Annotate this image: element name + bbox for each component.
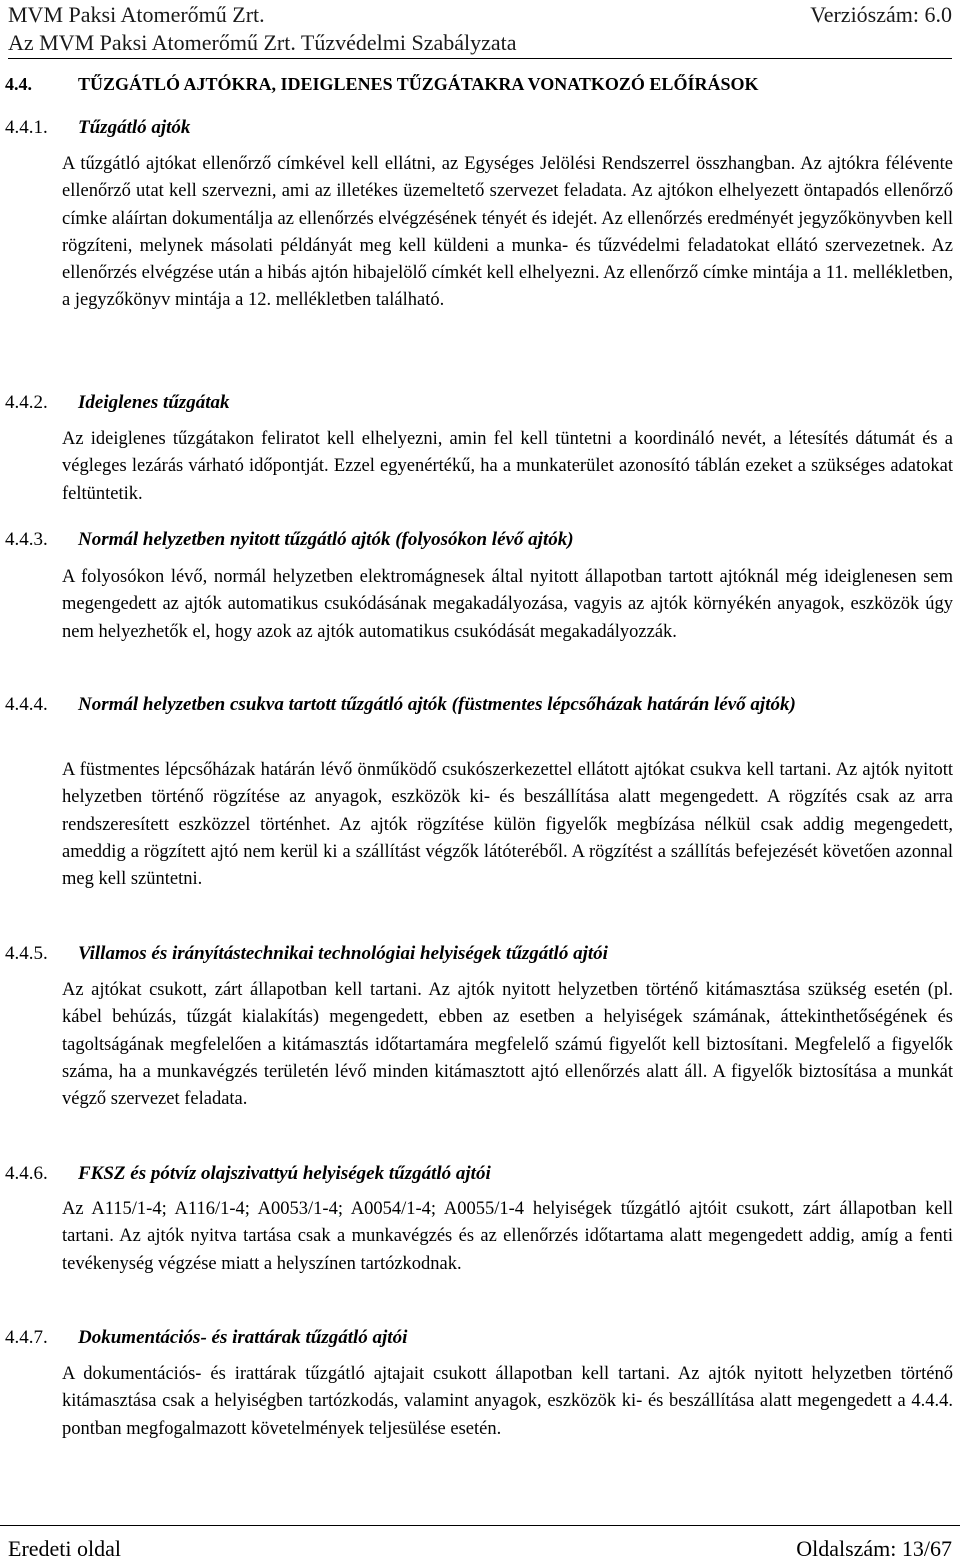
section-number: 4.4.4. — [5, 694, 48, 715]
footer-label: Eredeti oldal — [8, 1536, 122, 1561]
section-body: A füstmentes lépcsőházak határán lévő önműködő csukószerkezettel ellátott ajtókat csukva kell tartani. Az ajtók nyitott helyzetben történő rögzítése az anyagok, eszközök ki- és beszállítása alatt megengedett. A rögzítés csak az arra rendszeresített eszközzel történhet. Az ajtók rögzítése külön figyelők megbízása nélkül csak addig megengedett, ameddig a rögzített ajtó nem kerül ki a szállítást végzők látóteréből. A rögzítést a szállítás befejezését követően azonnal meg kell szüntetni. — [62, 760, 953, 890]
section-number: 4.4.5. — [5, 943, 48, 964]
section-title: Dokumentációs- és irattárak tűzgátló ajtói — [78, 1327, 408, 1348]
section-body: A tűzgátló ajtókat ellenőrző címkével kell ellátni, az Egységes Jelölési Rendszerrel összhangban. Az ajtókra félévente ellenőrző utat kell szervezni, ami az illetékes üzemeltető szervezet feladata. Az ajtókon elhelyezett öntapadós ellenőrző címke aláírtan dokumentálja az ellenőrzés elvégzésének tényét és idejét. Az ellenőrzés eredményét jegyzőkönyvben kell rögzíteni, melynek másolati példányát meg kell küldeni a munka- és tűzvédelmi feladatokat ellátó szervezetnek. Az ellenőrzés elvégzése után a hibás ajtón hibajelölő címkét kell elhelyezni. Az ellenőrző címke mintája a 11. mellékletben, a jegyzőkönyv mintája a 12. mellékletben található. — [62, 154, 953, 311]
chapter-title: TŰZGÁTLÓ AJTÓKRA, IDEIGLENES TŰZGÁTAKRA VONATKOZÓ ELŐÍRÁSOK — [78, 74, 759, 94]
section-title: Ideiglenes tűzgátak — [78, 392, 230, 413]
version-label: Verziószám: 6.0 — [810, 2, 952, 27]
footer-divider — [0, 1525, 960, 1526]
footer-row — [0, 1535, 952, 1563]
section-title: Tűzgátló ajtók — [78, 117, 191, 138]
section-number: 4.4.1. — [5, 117, 48, 138]
section-body: Az ideiglenes tűzgátakon feliratot kell elhelyezni, amin fel kell tüntetni a koordináló nevét, a létesítés dátumát és a végleges lezárás várható időpontját. Ezzel egyenértékű, ha a munkaterület azonosító táblán ezeket a szükséges adatokat feltüntetik. — [62, 429, 953, 504]
company-name: MVM Paksi Atomerőmű Zrt. — [8, 2, 265, 27]
section-title: Normál helyzetben csukva tartott tűzgátló ajtók (füstmentes lépcsőházak határán lévő ajtók) — [78, 694, 796, 715]
section-body: A dokumentációs- és irattárak tűzgátló ajtajait csukott állapotban kell tartani. Az ajtók nyitott helyzetben történő kitámasztása csak a helyiségben tartózkodás, valamint anyagok, eszközök ki- és beszállítása alatt megengedett a 4.4.4. pontban megfogalmazott követelmények teljesülése esetén. — [62, 1364, 953, 1439]
section-body: Az ajtókat csukott, zárt állapotban kell tartani. Az ajtók nyitott helyzetben történő kitámasztása szükség esetén (pl. kábel behúzás, tűzgát kialakítás) megengedett, ebben az esetben a helyiségek számának, áttekinthetőségének és tagoltságának megfelelően a kitámasztás időtartamára megfelelő számú figyelőt kell biztosítani. Megfelelő a figyelők száma, ha a munkavégzés területén lévő minden kitámasztott ajtó ellenőrzés alatt áll. A figyelők biztosítása a munkát végző szervezet feladata. — [62, 980, 953, 1110]
section-number: 4.4.7. — [5, 1327, 48, 1348]
page-number: Oldalszám: 13/67 — [796, 1536, 952, 1561]
section-number: 4.4.3. — [5, 529, 48, 550]
chapter-number: 4.4. — [5, 74, 32, 94]
header-top-row — [8, 0, 952, 30]
section-body: Az A115/1-4; A116/1-4; A0053/1-4; A0054/1-4; A0055/1-4 helyiségek tűzgátló ajtóit csukott, zárt állapotban kell tartani. Az ajtók nyitva tartása csak a munkavégzés és az ellenőrzés időtartama alatt megengedett addig, amíg a fenti tevékenység végzése miatt a helyszínen tartózkodnak. — [62, 1199, 953, 1274]
section-title: Normál helyzetben nyitott tűzgátló ajtók (folyosókon lévő ajtók) — [78, 529, 574, 550]
section-number: 4.4.2. — [5, 392, 48, 413]
chapter-heading — [5, 74, 758, 95]
section-number: 4.4.6. — [5, 1163, 48, 1184]
page-header — [8, 0, 952, 56]
document-title: Az MVM Paksi Atomerőmű Zrt. Tűzvédelmi Szabályzata — [8, 30, 517, 55]
header-divider — [8, 58, 952, 59]
section-title: Villamos és irányítástechnikai technológiai helyiségek tűzgátló ajtói — [78, 943, 608, 964]
section-title: FKSZ és pótvíz olajszivattyú helyiségek tűzgátló ajtói — [78, 1163, 491, 1184]
section-body: A folyosókon lévő, normál helyzetben elektromágnesek által nyitott állapotban tartott ajtóknál még ideiglenesen sem megengedett az ajtók automatikus csukódásának megakadályozása, vagyis az ajtók környékén anyagok, eszközök úgy nem helyezhetők el, hogy azok az ajtók automatikus csukódását megakadályozzák. — [62, 567, 953, 642]
